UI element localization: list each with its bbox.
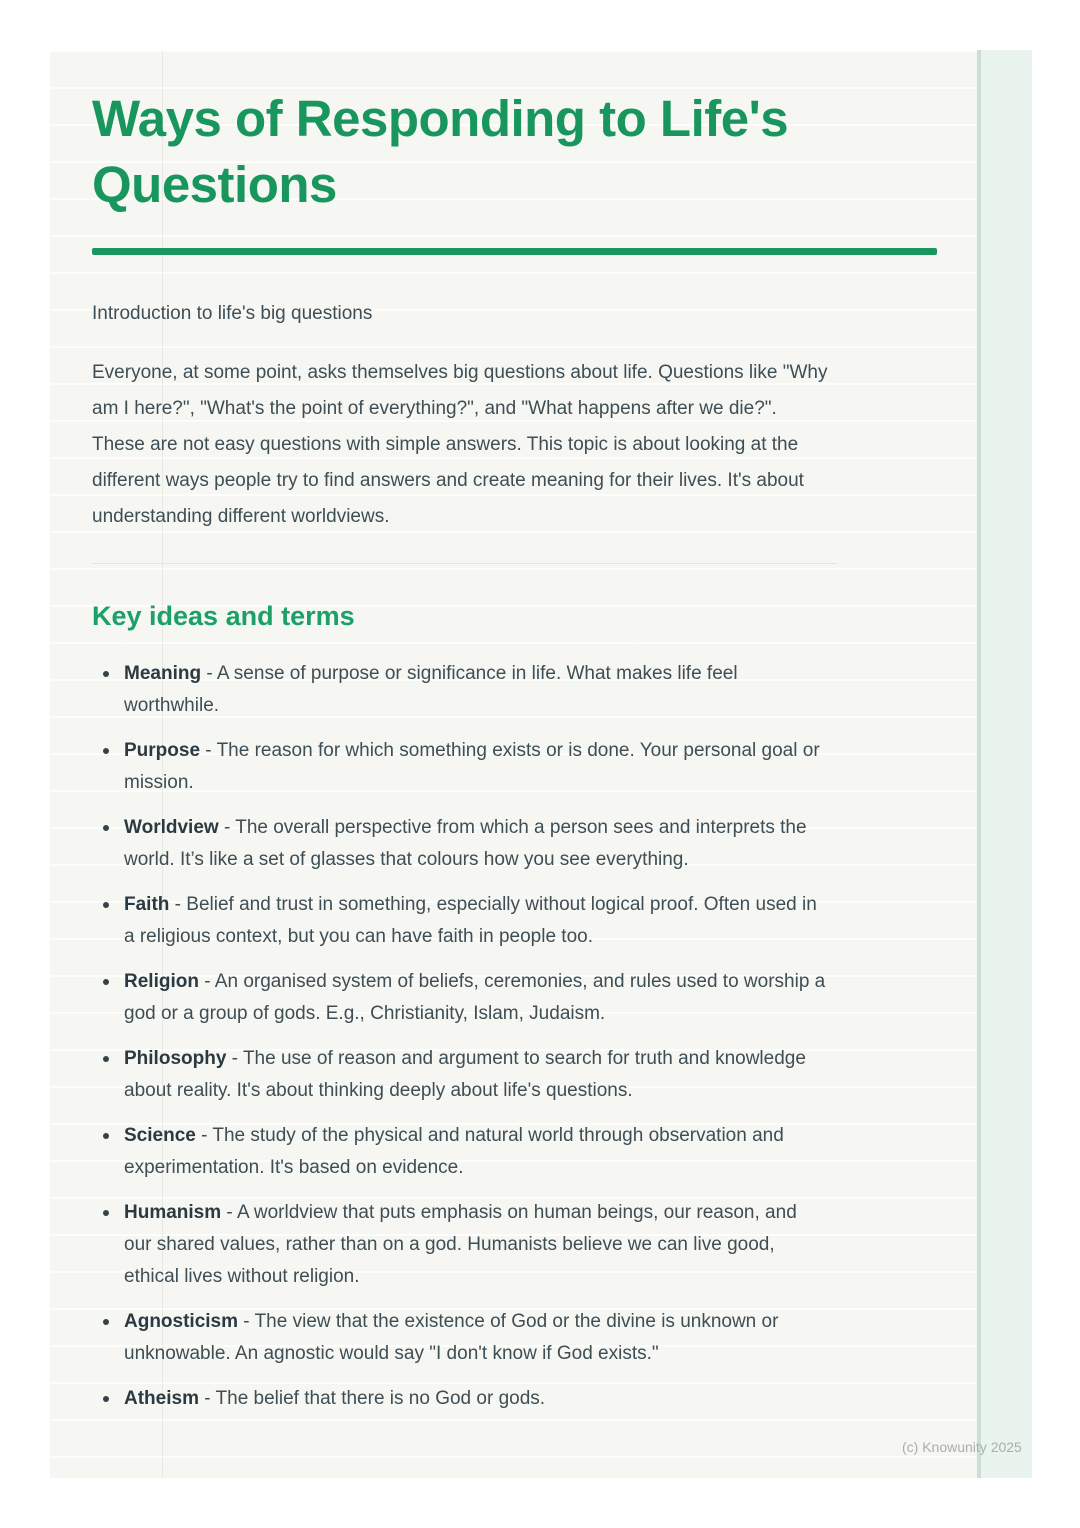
section-divider — [92, 563, 837, 564]
term-item — [92, 735, 829, 799]
term-item — [92, 889, 829, 953]
term-item — [92, 1306, 829, 1370]
term-separator: - — [200, 740, 217, 761]
term-definition: The view that the existence of God or the divine is unknown or unknowable. An agnostic would say "I don't know if God exists." — [124, 1311, 779, 1364]
intro-paragraph: Everyone, at some point, asks themselves big questions about life. Questions like "Why am I here?", "What's the point of everything?", and "What happens after we die?". These are not easy questions with simple answers. This topic is about looking at the different ways people try to find answers and create meaning for their lives. It's about understanding different worldviews. — [92, 362, 828, 527]
term-definition: Belief and trust in something, especially without logical proof. Often used in a religious context, but you can have faith in people too. — [124, 894, 817, 947]
document-title: Ways of Responding to Life's Questions — [92, 90, 789, 213]
term-definition: An organised system of beliefs, ceremonies, and rules used to worship a god or a group of gods. E.g., Christianity, Islam, Judaism. — [124, 971, 826, 1024]
term-separator: - — [221, 1202, 237, 1223]
document-content — [92, 50, 937, 1428]
term-name: Purpose — [124, 740, 201, 761]
term-item — [92, 966, 829, 1030]
term-definition: The reason for which something exists or is done. Your personal goal or mission. — [124, 740, 820, 793]
terms-list — [92, 658, 937, 1415]
intro-label: Introduction to life's big questions — [92, 303, 373, 324]
page-sheet — [50, 50, 977, 1478]
term-separator: - — [201, 663, 217, 684]
term-separator: - — [198, 1388, 216, 1409]
term-definition: A sense of purpose or significance in life. What makes life feel worthwhile. — [124, 663, 738, 716]
term-name: Atheism — [124, 1388, 199, 1409]
term-name: Humanism — [124, 1202, 222, 1223]
term-separator: - — [198, 971, 215, 992]
term-name: Worldview — [124, 817, 219, 838]
term-name: Meaning — [124, 663, 202, 684]
term-name: Faith — [124, 894, 170, 915]
term-separator: - — [238, 1311, 255, 1332]
term-definition: The belief that there is no God or gods. — [215, 1388, 546, 1409]
term-item — [92, 1197, 829, 1293]
term-definition: The use of reason and argument to search for truth and knowledge about reality. It's about thinking deeply about life's questions. — [124, 1048, 806, 1101]
term-name: Science — [124, 1125, 196, 1146]
accent-strip — [977, 50, 1032, 1478]
term-name: Agnosticism — [124, 1311, 239, 1332]
term-definition: The overall perspective from which a person sees and interprets the world. It’s like a set of glasses that colours how you see everything. — [124, 817, 807, 870]
term-definition: A worldview that puts emphasis on human beings, our reason, and our shared values, rather than on a god. Humanists believe we can live good, ethical lives without religion. — [124, 1202, 797, 1287]
term-item — [92, 812, 829, 876]
term-name: Philosophy — [124, 1048, 227, 1069]
section-heading: Key ideas and terms — [92, 601, 355, 631]
term-separator: - — [218, 817, 236, 838]
term-item — [92, 1043, 829, 1107]
term-definition: The study of the physical and natural world through observation and experimentation. It's based on evidence. — [124, 1125, 784, 1178]
term-item — [92, 1383, 829, 1415]
title-underline-bar — [92, 248, 937, 255]
term-item — [92, 1120, 829, 1184]
term-separator: - — [226, 1048, 243, 1069]
term-separator: - — [195, 1125, 213, 1146]
term-name: Religion — [124, 971, 199, 992]
copyright-watermark: (c) Knowunity 2025 — [902, 1439, 1022, 1455]
term-item — [92, 658, 829, 722]
term-separator: - — [169, 894, 187, 915]
